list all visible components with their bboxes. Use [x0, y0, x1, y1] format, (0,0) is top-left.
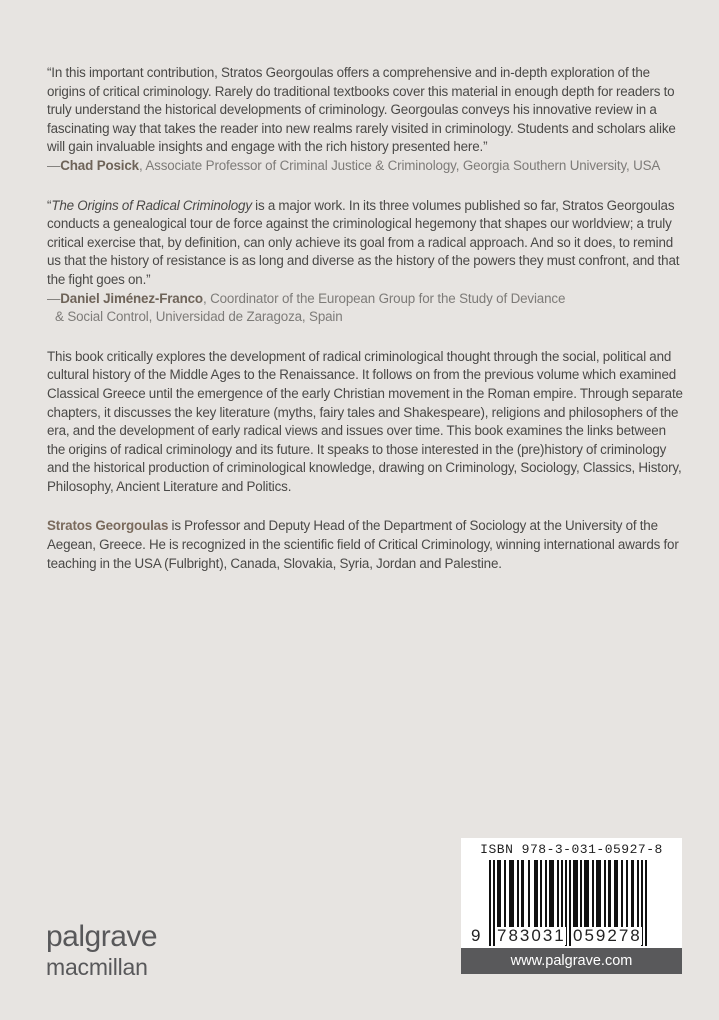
- author-name: Stratos Georgoulas: [47, 518, 169, 534]
- quote-1-author: Chad Posick: [60, 157, 139, 173]
- open-quote: “: [47, 197, 52, 213]
- author-bio: [47, 517, 687, 573]
- book-description: This book critically explores the development of radical criminological thought through the social, political and cultural history of the Middle Ages to the Renaissance. It follows on from the previous volume which examined Classical Greece until the emergence of the early Christian movement in the Roman empire. Through separate chapters, it discusses the key literature (myths, fairy tales and Shakespeare), religions and philosophers of the era, and the development of early radical views and issues over time. This book examines the links between the origins of radical criminology and its future. It speaks to those interested in the (pre)history of criminology and the historical production of criminological knowledge, drawing on Criminology, Sociology, Classics, History, Philosophy, Ancient Literature and Politics.: [47, 348, 683, 494]
- palgrave-macmillan-logo: [46, 922, 157, 980]
- book-title-italic: The Origins of Radical Criminology: [51, 197, 252, 213]
- isbn-label: ISBN 978-3-031-05927-8: [480, 842, 663, 857]
- em-dash: —: [47, 157, 61, 173]
- quote-2-body: is a major work. In its three volumes published so far, Stratos Georgoulas conducts a genealogical tour de force against the criminological hegemony that shapes our worldview; a truly critical exercise that, by definition, can only achieve its goal from a radical approach. And so it does, to remind us that the history of resistance is as long and diverse as the history of the powers they must confront, and that the fight goes on.”: [47, 197, 680, 287]
- em-dash: —: [47, 290, 61, 306]
- endorsement-quote-2: [47, 197, 687, 327]
- quote-2-attribution: [47, 290, 687, 327]
- author-bio-text: is Professor and Deputy Head of the Department of Sociology at the University of the Aegean, Greece. He is recognized in the scientific field of Critical Criminology, winning international awards for teaching in the USA (Fulbright), Canada, Slovakia, Syria, Jordan and Palestine.: [47, 518, 679, 571]
- barcode-digits-right: 059278: [573, 926, 642, 945]
- logo-macmillan: macmillan: [46, 954, 148, 980]
- logo-palgrave: palgrave: [46, 920, 158, 953]
- quote-2-text: [47, 197, 687, 290]
- quote-2-author: Daniel Jiménez-Franco: [60, 290, 203, 306]
- back-cover-text: [47, 64, 687, 573]
- quote-2-affiliation-line2: & Social Control, Universidad de Zaragoza, Spain: [55, 309, 343, 325]
- quote-1-text: “In this important contribution, Stratos Georgoulas offers a comprehensive and in-depth exploration of the origins of critical criminology. Rarely do traditional textbooks cover this material in enough depth for readers to truly understand the historical developments of criminology. Georgoulas conveys his innovative review in a fascinating way that takes the reader into new realms rarely visited in criminology. Students and scholars alike will gain invaluable insights and engage with the rich history presented here.”: [47, 65, 676, 155]
- quote-2-affiliation-line1: , Coordinator of the European Group for the Study of Deviance: [202, 290, 566, 306]
- endorsement-quote-1: [47, 64, 687, 176]
- publisher-url: www.palgrave.com: [461, 948, 682, 974]
- barcode-digit-first: 9: [471, 926, 483, 945]
- quote-1-affiliation: , Associate Professor of Criminal Justice & Criminology, Georgia Southern University, USA: [138, 157, 661, 173]
- barcode-digits-left: 783031: [497, 926, 566, 945]
- isbn-barcode-block: [461, 838, 682, 974]
- quote-1-attribution: [47, 157, 687, 176]
